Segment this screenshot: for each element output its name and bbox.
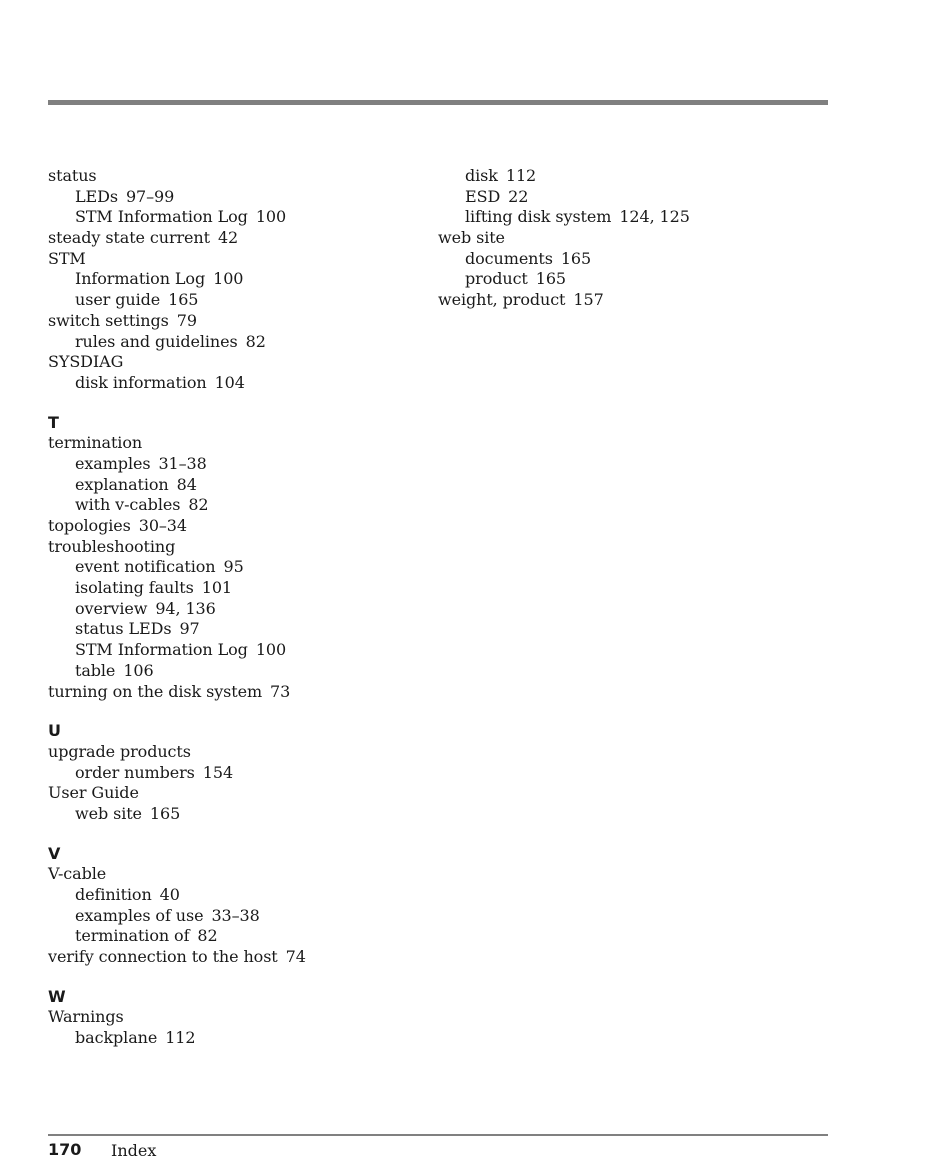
index-term: with v-cables <box>75 495 181 515</box>
index-subentry <box>48 269 428 290</box>
index-letter-heading: T <box>48 412 59 432</box>
index-term: backplane <box>75 1028 158 1048</box>
footer-rule <box>48 1134 828 1136</box>
index-page-ref[interactable]: 100 <box>255 640 287 660</box>
index-page-ref[interactable]: 165 <box>560 248 592 268</box>
index-subentry <box>48 290 428 311</box>
header-rule <box>48 100 828 105</box>
index-entry <box>438 290 828 311</box>
index-term: event notification <box>75 557 216 577</box>
index-term: disk information <box>75 372 207 392</box>
index-entry <box>48 537 428 558</box>
index-page-ref[interactable]: 74 <box>285 947 306 967</box>
index-page-ref[interactable]: 82 <box>188 495 209 515</box>
index-term: STM Information Log <box>75 640 248 660</box>
index-subentry <box>48 454 428 475</box>
index-subentry <box>438 187 828 208</box>
index-subentry <box>48 640 428 661</box>
index-page-ref[interactable]: 40 <box>159 885 180 904</box>
index-subentry <box>48 1028 428 1049</box>
index-page-ref[interactable]: 112 <box>165 1028 196 1048</box>
index-term: table <box>75 660 116 680</box>
index-page-ref[interactable]: 97–99 <box>125 186 175 206</box>
index-page-ref[interactable]: 31–38 <box>158 453 207 473</box>
index-page-ref[interactable]: 79 <box>176 310 197 330</box>
index-entry <box>48 433 428 454</box>
index-term: explanation <box>75 474 169 494</box>
index-term: switch settings <box>48 310 169 330</box>
index-column-left <box>48 166 428 1049</box>
index-page-ref[interactable]: 42 <box>217 228 239 248</box>
index-page-ref[interactable]: 104 <box>214 372 245 392</box>
index-subentry <box>48 495 428 516</box>
index-subentry <box>438 269 828 290</box>
index-term: User Guide <box>48 783 139 803</box>
index-term: troubleshooting <box>48 536 176 556</box>
index-entry <box>48 352 428 373</box>
index-subentry <box>48 599 428 620</box>
index-term: overview <box>75 598 148 618</box>
index-entry <box>48 249 428 270</box>
index-page-ref[interactable]: 22 <box>508 186 529 206</box>
index-term: disk <box>465 166 498 185</box>
index-entry <box>48 783 428 804</box>
index-subentry <box>48 926 428 947</box>
index-entry <box>48 311 428 332</box>
index-page-ref[interactable]: 165 <box>168 290 199 310</box>
index-term: web site <box>75 803 142 823</box>
index-term: user guide <box>75 290 161 310</box>
index-subentry <box>48 475 428 496</box>
index-subentry <box>438 249 828 270</box>
index-term: documents <box>465 248 553 268</box>
index-page-ref[interactable]: 165 <box>535 269 567 289</box>
index-page-ref[interactable]: 100 <box>255 207 287 227</box>
index-page-ref[interactable]: 95 <box>223 557 244 577</box>
index-term: rules and guidelines <box>75 331 238 351</box>
index-page-ref[interactable]: 30–34 <box>138 516 187 535</box>
index-term: Warnings <box>48 1007 124 1027</box>
index-term: upgrade products <box>48 741 191 761</box>
index-page-ref[interactable]: 97 <box>179 619 200 639</box>
index-term: examples <box>75 453 151 473</box>
index-term: termination <box>48 433 143 453</box>
index-term: STM Information Log <box>75 207 248 227</box>
index-subentry <box>48 619 428 640</box>
index-subentry <box>48 207 428 228</box>
index-entry <box>48 228 428 249</box>
index-term: topologies <box>48 516 131 535</box>
index-term: turning on the disk system <box>48 681 263 701</box>
index-page-ref[interactable]: 124, 125 <box>619 207 690 227</box>
index-subentry <box>48 804 428 825</box>
index-term: STM <box>48 248 86 268</box>
index-entry <box>48 516 428 537</box>
index-term: ESD <box>465 186 501 206</box>
index-term: definition <box>75 885 152 904</box>
index-page-ref[interactable]: 94, 136 <box>155 598 216 618</box>
index-term: isolating faults <box>75 578 194 598</box>
index-page-ref[interactable]: 165 <box>149 803 181 823</box>
page-number: 170 <box>48 1140 82 1159</box>
index-entry <box>48 742 428 763</box>
index-page-ref[interactable]: 112 <box>505 166 537 185</box>
index-subentry <box>48 373 428 394</box>
index-term: web site <box>438 228 505 248</box>
index-term: lifting disk system <box>465 207 612 227</box>
index-entry <box>48 947 428 968</box>
index-term: LEDs <box>75 186 118 206</box>
index-subentry <box>48 661 428 682</box>
index-page-ref[interactable]: 154 <box>202 762 234 782</box>
index-subentry <box>48 578 428 599</box>
index-term: termination of <box>75 926 190 946</box>
index-term: examples of use <box>75 905 204 925</box>
index-subentry <box>438 166 828 187</box>
index-entry <box>48 166 428 187</box>
index-page-ref[interactable]: 100 <box>213 269 244 289</box>
index-page-ref[interactable]: 84 <box>176 474 197 494</box>
index-subentry <box>48 763 428 784</box>
index-term: Information Log <box>75 269 206 289</box>
index-subentry <box>48 906 428 927</box>
index-term: SYSDIAG <box>48 352 124 372</box>
index-page-ref[interactable]: 73 <box>270 681 291 701</box>
index-page-ref[interactable]: 33–38 <box>211 905 260 925</box>
index-term: order numbers <box>75 762 195 782</box>
index-entry <box>48 864 428 885</box>
index-term: steady state current <box>48 228 210 248</box>
index-subentry <box>48 557 428 578</box>
index-term: verify connection to the host <box>48 947 278 967</box>
index-page-ref[interactable]: 101 <box>201 578 232 598</box>
index-letter-heading: W <box>48 986 66 1006</box>
index-subentry <box>48 332 428 353</box>
index-term: weight, product <box>438 290 566 310</box>
index-entry <box>438 228 828 249</box>
index-term: status <box>48 166 97 185</box>
index-term: V-cable <box>48 864 107 884</box>
index-entry <box>48 682 428 703</box>
index-subentry <box>438 207 828 228</box>
index-letter-heading: V <box>48 843 61 863</box>
index-page-ref[interactable]: 157 <box>573 290 604 310</box>
index-letter-heading: U <box>48 721 61 741</box>
index-column-right <box>438 166 828 311</box>
running-footer: Index <box>111 1141 157 1160</box>
index-page-ref[interactable]: 82 <box>245 331 266 351</box>
index-subentry <box>48 187 428 208</box>
index-page-ref[interactable]: 106 <box>123 660 154 680</box>
index-subentry <box>48 885 428 906</box>
index-entry <box>48 1007 428 1028</box>
index-page-ref[interactable]: 82 <box>197 926 218 946</box>
index-term: product <box>465 269 528 289</box>
index-term: status LEDs <box>75 619 172 639</box>
